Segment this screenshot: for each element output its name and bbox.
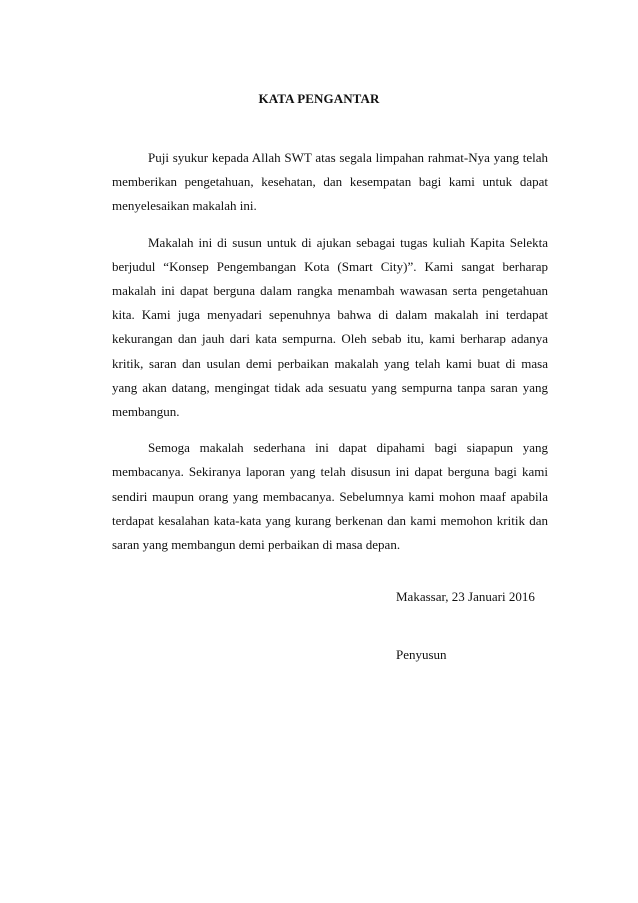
place-date: Makassar, 23 Januari 2016 [396,589,535,604]
paragraph-3: Semoga makalah sederhana ini dapat dipahami bagi siapapun yang membacanya. Sekiranya laporan yang telah disusun ini dapat berguna bagi kami sendiri maupun orang yang membacanya. Sebelumnya kami mohon maaf apabila terdapat kesalahan kata-kata yang kurang berkenan dan kami memohon kritik dan saran yang membangun demi perbaikan di masa depan. [112,440,548,553]
paragraph-2: Makalah ini di susun untuk di ajukan sebagai tugas kuliah Kapita Selekta berjudul “Konsep Pengembangan Kota (Smart City)”. Kami sangat berharap makalah ini dapat berguna dalam rangka menambah wawasan serta pengetahuan kita. Kami juga menyadari sepenuhnya bahwa di dalam makalah ini terdapat kekurangan dan jauh dari kata sempurna. Oleh sebab itu, kami berharap adanya kritik, saran dan usulan demi perbaikan makalah yang telah kami buat di masa yang akan datang, mengingat tidak ada sesuatu yang sempurna tanpa saran yang membangun. [112,234,548,420]
body-text [112,146,548,557]
page-title: KATA PENGANTAR [258,91,380,106]
author-signature: Penyusun [396,647,447,662]
paragraph-1: Puji syukur kepada Allah SWT atas segala limpahan rahmat-Nya yang telah memberikan pengetahuan, kesehatan, dan kesempatan bagi kami untuk dapat menyelesaikan makalah ini. [112,150,548,214]
